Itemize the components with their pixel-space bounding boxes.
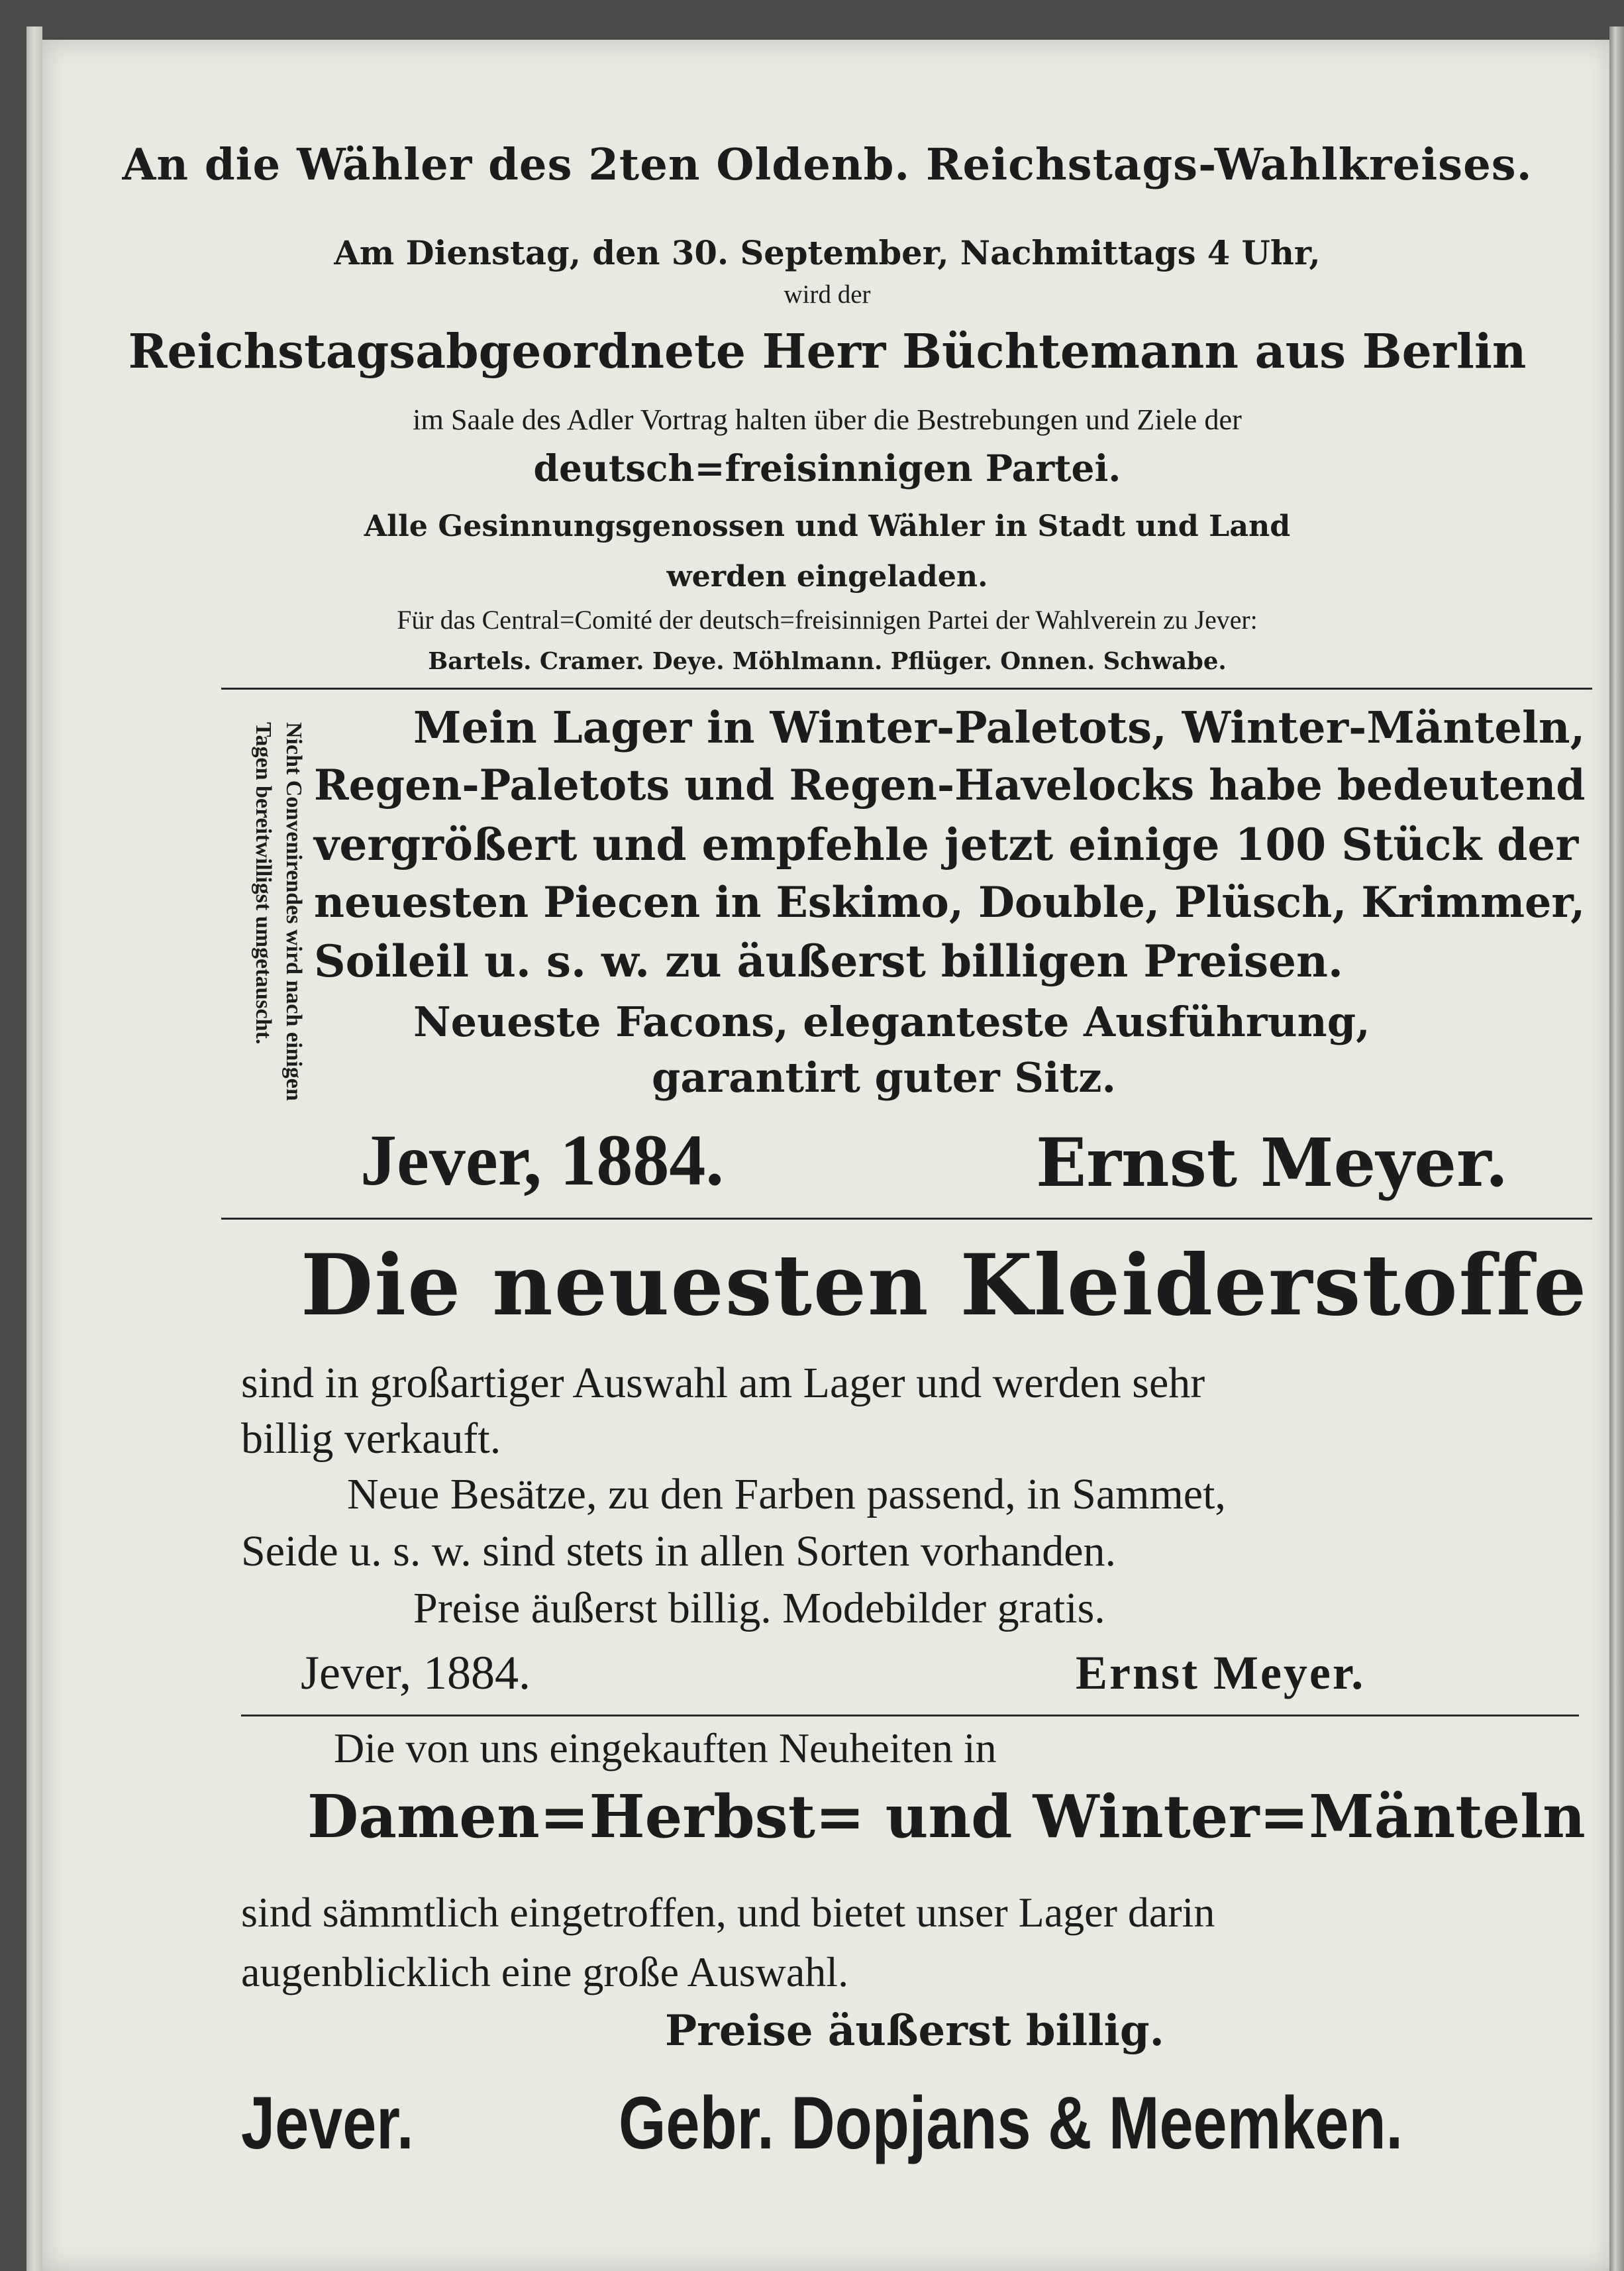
rule-3 (241, 1715, 1579, 1716)
ad2-line-2: Regen-Paletots und Regen-Havelocks habe bedeutend (314, 761, 1586, 810)
ad1-names: Bartels. Cramer. Deye. Möhlmann. Pflüger. Onnen. Schwabe. (428, 648, 1227, 675)
ad1-party: deutsch=freisinnigen Partei. (533, 447, 1121, 490)
ad1-invite-2: werden eingeladen. (666, 559, 988, 594)
ad2-side-note-1: Nicht Convenirendes wird nach einigen (281, 722, 306, 1101)
ad1-invite-1: Alle Gesinnungsgenossen und Wähler in Stadt und Land (364, 509, 1291, 543)
ad4-place: Jever. (241, 2082, 414, 2164)
ad2-line-4: neuesten Piecen in Eskimo, Double, Plüsch, Krimmer, (314, 877, 1586, 927)
ad2-line-5: Soileil u. s. w. zu äußerst billigen Preisen. (314, 935, 1343, 987)
ad4-line-3: augenblicklich eine große Auswahl. (241, 1948, 849, 1995)
newspaper-page (42, 40, 1612, 2271)
book-spine (1609, 26, 1624, 2271)
ad3-merchant: Ernst Meyer. (1076, 1646, 1366, 1699)
ad2-line-3: vergrößert und empfehle jetzt einige 100 Stück der (314, 819, 1579, 871)
ad2-merchant: Ernst Meyer. (1036, 1124, 1509, 1202)
rule-2 (221, 1218, 1592, 1220)
ad3-line-5: Preise äußerst billig. Modebilder gratis. (413, 1584, 1105, 1632)
ad1-wird-der: wird der (784, 280, 871, 309)
ad1-speaker: Reichstagsabgeordnete Herr Büchtemann aus Berlin (128, 323, 1527, 379)
ad4-line-4: Preise äußerst billig. (665, 2006, 1164, 2056)
ad3-line-2: billig verkauft. (241, 1414, 501, 1463)
ad4-headline: Damen=Herbst= und Winter=Mänteln (307, 1782, 1586, 1852)
ad3-line-3: Neue Besätze, zu den Farben passend, in Sammet, (347, 1470, 1226, 1518)
ad3-line-4: Seide u. s. w. sind stets in allen Sorten vorhanden. (241, 1527, 1117, 1575)
ad2-line-7: garantirt guter Sitz. (652, 1053, 1117, 1102)
ad3-line-1: sind in großartiger Auswahl am Lager und werden sehr (241, 1359, 1205, 1407)
ad2-place-date: Jever, 1884. (360, 1120, 724, 1200)
ad3-place-date: Jever, 1884. (301, 1646, 531, 1699)
ad1-date-line: Am Dienstag, den 30. September, Nachmittags 4 Uhr, (334, 233, 1321, 272)
ad1-committee: Für das Central=Comité der deutsch=freisinnigen Partei der Wahlverein zu Jever: (397, 605, 1258, 635)
ad1-headline: An die Wähler des 2ten Oldenb. Reichstags-Wahlkreises. (122, 139, 1533, 190)
ad2-line-6: Neueste Facons, eleganteste Ausführung, (413, 998, 1370, 1046)
ad4-merchant: Gebr. Dopjans & Meemken. (619, 2082, 1403, 2164)
ad2-line-1: Mein Lager in Winter-Paletots, Winter-Mänteln, (413, 702, 1586, 753)
page-edge (26, 26, 42, 2271)
ad3-headline: Die neuesten Kleiderstoffe (301, 1236, 1588, 1334)
ad1-venue: im Saale des Adler Vortrag halten über die Bestrebungen und Ziele der (413, 403, 1242, 436)
ad4-line-2: sind sämmtlich eingetroffen, und bietet unser Lager darin (241, 1889, 1215, 1936)
rule-1 (221, 688, 1592, 690)
ad4-line-1: Die von uns eingekauften Neuheiten in (334, 1724, 997, 1771)
ad2-side-note-2: Tagen bereitwilligst umgetauscht. (251, 722, 276, 1045)
